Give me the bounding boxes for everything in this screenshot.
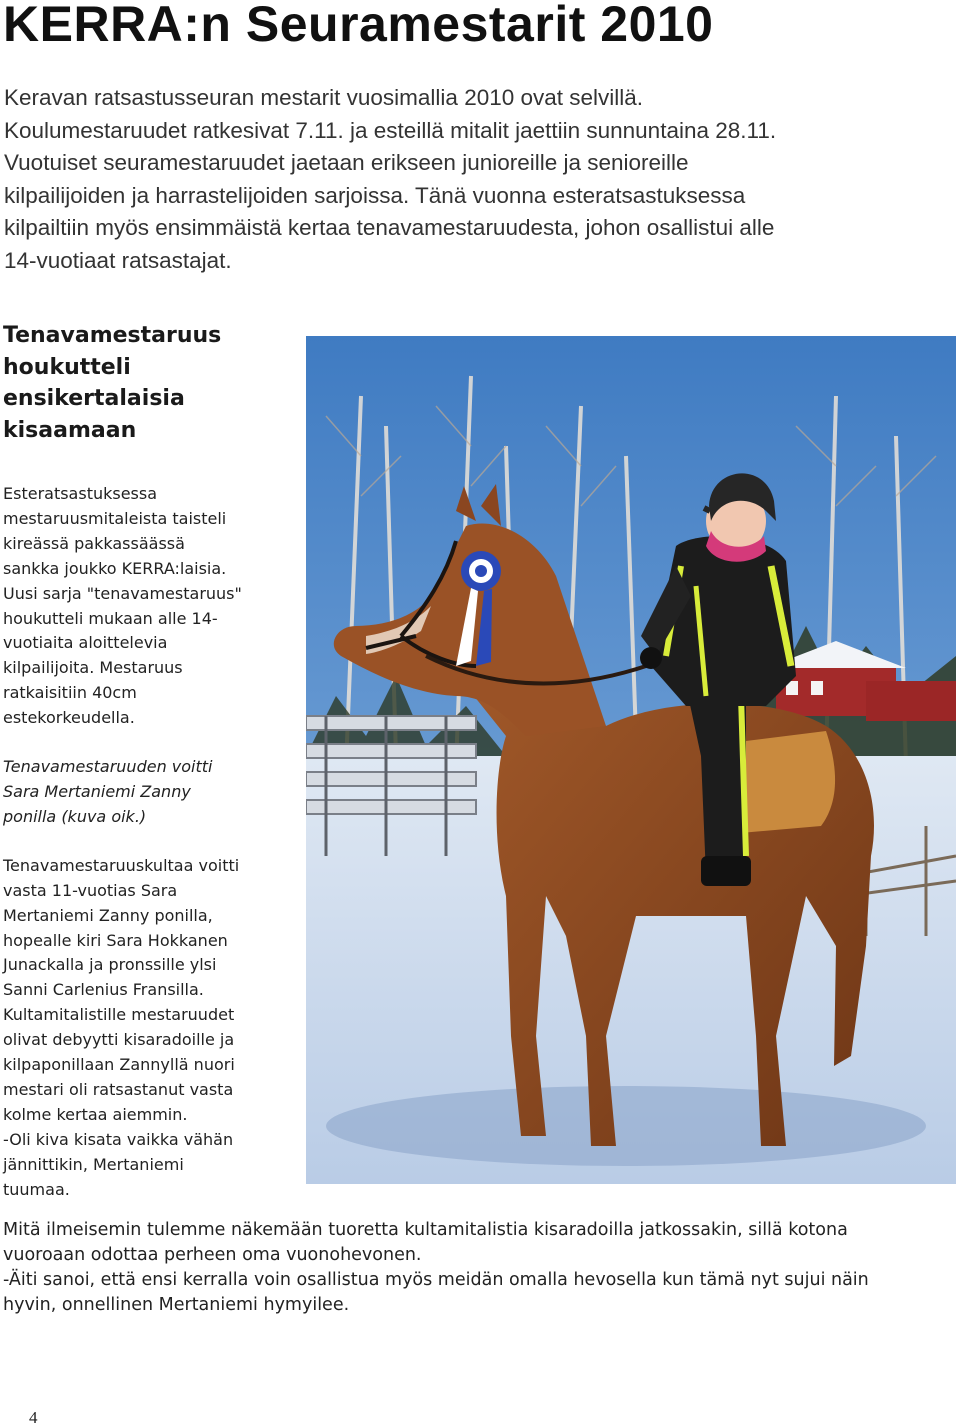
- intro-line: Keravan ratsastusseuran mestarit vuosimallia 2010 ovat selvillä.: [4, 85, 644, 110]
- closing-line: vuoroaan odottaa perheen oma vuonohevonen.: [3, 1245, 422, 1265]
- closing-line: -Äiti sanoi, että ensi kerralla voin osallistua myös meidän omalla hevosella kun tämä nyt sujui näin: [3, 1270, 869, 1290]
- heading-line: houkutteli: [3, 354, 131, 380]
- intro-line: Koulumestaruudet ratkesivat 7.11. ja esteillä mitalit jaettiin sunnuntaina 28.11.: [4, 117, 777, 143]
- text-line: ratkaisitiin 40cm: [3, 683, 137, 703]
- text-line: houkutteli mukaan alle 14-: [3, 608, 218, 628]
- closing-paragraph: [3, 1218, 958, 1318]
- text-line: -Oli kiva kisata vaikka vähän: [3, 1129, 234, 1149]
- caption-line: Tenavamestaruuden voitti: [3, 757, 213, 777]
- text-line: olivat debyytti kisaradoille ja: [3, 1030, 235, 1050]
- text-line: tuumaa.: [3, 1179, 70, 1199]
- text-line: kilpaponillaan Zannyllä nuori: [3, 1055, 235, 1075]
- intro-line: kilpailijoiden ja harrastelijoiden sarjoissa. Tänä vuonna esteratsastuksessa: [4, 182, 746, 208]
- sidebar-column: [3, 320, 299, 1202]
- text-line: Tenavamestaruuskultaa voitti: [3, 855, 240, 875]
- text-line: vuotiaita aloittelevia: [3, 633, 168, 653]
- caption-line: ponilla (kuva oik.): [3, 806, 147, 826]
- text-line: mestari oli ratsastanut vasta: [3, 1079, 234, 1099]
- text-line: vasta 11-vuotias Sara: [3, 880, 178, 900]
- heading-line: Tenavamestaruus: [3, 323, 222, 348]
- text-line: Mertaniemi Zanny ponilla,: [3, 905, 213, 925]
- text-line: jännittikin, Mertaniemi: [3, 1154, 184, 1174]
- intro-paragraph: [4, 82, 960, 277]
- closing-line: hyvin, onnellinen Mertaniemi hymyilee.: [3, 1295, 350, 1315]
- text-line: hopealle kiri Sara Hokkanen: [3, 930, 228, 950]
- closing-line: Mitä ilmeisemin tulemme näkemään tuoretta kultamitalistia kisaradoilla jatkossakin, sillä kotona: [3, 1220, 848, 1240]
- sidebar-paragraph-2: [3, 854, 299, 1203]
- text-line: kolme kertaa aiemmin.: [3, 1104, 188, 1124]
- text-line: mestaruusmitaleista taisteli: [3, 508, 227, 528]
- heading-line: ensikertalaisia: [3, 386, 185, 411]
- intro-line: kilpailtiin myös ensimmäistä kertaa tenavamestaruudesta, johon osallistui alle: [4, 215, 775, 240]
- sidebar-paragraph-1: [3, 482, 299, 731]
- rider-on-horse-photo: [306, 336, 956, 1184]
- heading-line: kisaamaan: [3, 417, 137, 443]
- text-line: Kultamitalistille mestaruudet: [3, 1005, 235, 1025]
- text-line: kilpailijoita. Mestaruus: [3, 658, 183, 678]
- text-line: Uusi sarja "tenavamestaruus": [3, 583, 242, 603]
- text-line: Sanni Carlenius Fransilla.: [3, 980, 204, 1000]
- text-line: kireässä pakkassäässä: [3, 533, 185, 553]
- text-line: Esteratsastuksessa: [3, 484, 158, 503]
- intro-line: Vuotuiset seuramestaruudet jaetaan erikseen junioreille ja senioreille: [4, 150, 689, 175]
- section-heading: [3, 320, 299, 446]
- text-line: Junackalla ja pronssille ylsi: [3, 955, 217, 975]
- photo-caption: [3, 755, 299, 830]
- page-title: KERRA:n Seuramestarit 2010: [3, 0, 714, 52]
- intro-line: 14-vuotiaat ratsastajat.: [4, 247, 232, 273]
- caption-line: Sara Mertaniemi Zanny: [3, 781, 191, 801]
- text-line: sankka joukko KERRA:laisia.: [3, 558, 227, 578]
- text-line: estekorkeudella.: [3, 708, 135, 728]
- page-number: 4: [29, 1408, 38, 1427]
